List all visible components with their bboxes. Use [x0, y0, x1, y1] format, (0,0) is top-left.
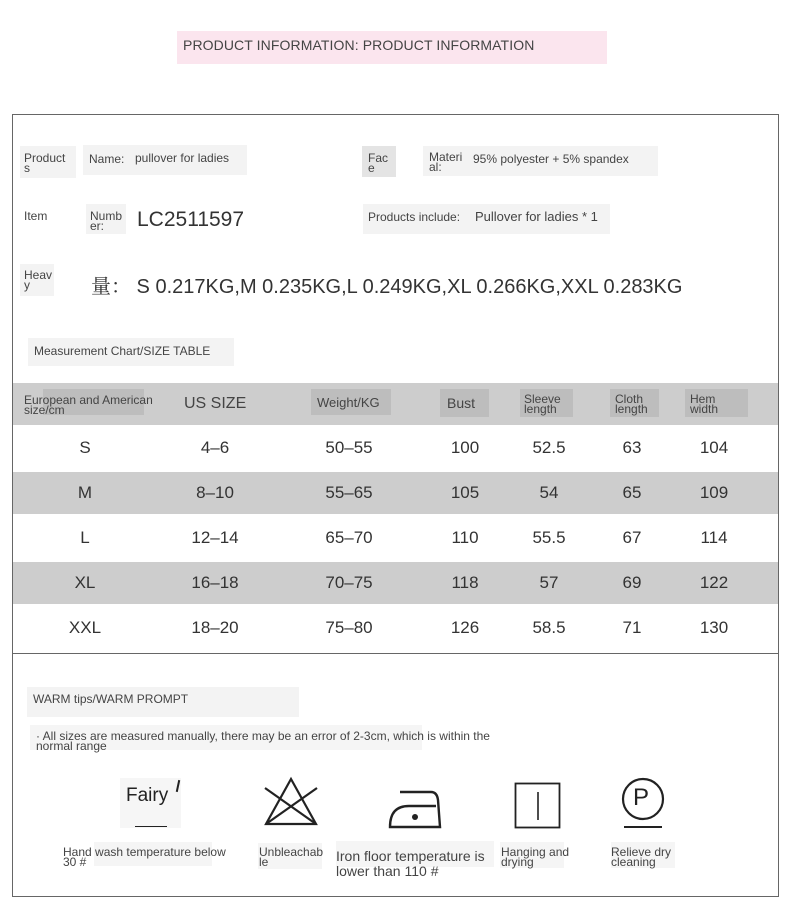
hand-wash-basin-line [135, 826, 167, 827]
dry-clean-letter: P [633, 784, 650, 811]
includes-label: Products include: [368, 210, 461, 224]
table-row [13, 425, 778, 470]
number-label-chip [86, 204, 126, 234]
includes-value: Pullover for ladies * 1 [475, 209, 598, 224]
iron-icon [387, 784, 443, 830]
header-sleeve: Sleeve length [524, 392, 561, 416]
weight-line: 量： S 0.217KG,M 0.235KG,L 0.249KG,XL 0.266KG,XXL 0.283KG [91, 276, 683, 298]
name-value: pullover for ladies [135, 151, 230, 165]
iron-caption: Iron floor temperature is lower than 110 # [336, 848, 485, 879]
cell-weight: 55–65 [325, 483, 373, 502]
number-value: LC2511597 [137, 208, 245, 231]
cell-us-size: 12–14 [191, 528, 239, 547]
header-eu-size: European and American size/cm [24, 393, 153, 417]
face-label-chip [362, 146, 396, 177]
item-label: Item [24, 209, 48, 223]
cell-sleeve: 52.5 [532, 437, 566, 457]
cell-us-size: 8–10 [196, 483, 234, 502]
cell-bust: 105 [450, 483, 480, 502]
no-bleach-icon [262, 776, 320, 828]
header-weight: Weight/KG [317, 395, 380, 410]
heavy-label: Heav y [24, 268, 53, 292]
cell-cloth: 71 [622, 618, 642, 637]
hand-wash-tick [176, 780, 180, 792]
page-title: PRODUCT INFORMATION: PRODUCT INFORMATION [183, 37, 535, 53]
header-us-size: US SIZE [184, 395, 247, 412]
cell-bust: 126 [450, 618, 480, 637]
cell-us-size: 16–18 [191, 573, 239, 592]
cell-sleeve: 55.5 [532, 528, 566, 547]
size-table-caption-chip [28, 338, 234, 366]
cell-hem: 114 [700, 528, 728, 547]
cell-eu-size: L [80, 528, 90, 547]
cell-bust: 100 [450, 437, 480, 457]
cell-hem: 130 [699, 618, 729, 637]
bleach-caption: Unbleachab le [259, 845, 324, 869]
section-divider [13, 653, 778, 654]
title-banner [177, 31, 607, 64]
cell-sleeve: 58.5 [532, 618, 566, 637]
number-label: Numb er: [90, 209, 123, 233]
cell-bust: 110 [451, 528, 479, 547]
hand-wash-word: Fairy [126, 785, 169, 806]
table-row [13, 562, 778, 604]
cell-eu-size: XL [74, 573, 96, 592]
cell-us-size: 18–20 [191, 618, 239, 637]
cell-hem: 104 [699, 437, 729, 457]
cell-weight: 65–70 [325, 528, 373, 547]
material-label: Materi al: [429, 150, 463, 174]
cell-eu-size: S [79, 437, 91, 457]
warm-tips-chip [27, 687, 299, 717]
cell-hem: 109 [699, 483, 729, 502]
face-label: Fac e [368, 151, 389, 175]
cell-sleeve: 57 [539, 573, 559, 592]
header-cloth: Cloth length [615, 392, 648, 416]
cell-weight: 50–55 [325, 437, 373, 457]
cell-cloth: 69 [622, 573, 642, 592]
hang-caption: Hanging and drying [501, 845, 570, 869]
header-bust: Bust [447, 395, 476, 411]
products-label: Product s [24, 151, 66, 175]
size-table-header [13, 383, 778, 425]
cell-sleeve: 54 [539, 483, 559, 502]
header-hem: Hem width [690, 392, 719, 416]
cell-bust: 118 [451, 573, 479, 592]
cell-cloth: 65 [622, 483, 642, 502]
cell-weight: 75–80 [325, 618, 373, 637]
table-row [13, 472, 778, 514]
name-chip [83, 145, 247, 175]
cell-eu-size: XXL [68, 618, 102, 637]
warm-note: · All sizes are measured manually, there may be an error of 2-3cm, which is within the normal range [36, 729, 490, 753]
cell-cloth: 67 [622, 528, 642, 547]
cell-hem: 122 [699, 573, 729, 592]
includes-chip [363, 204, 610, 234]
products-label-chip [20, 146, 76, 178]
table-row [13, 606, 778, 650]
cell-cloth: 63 [622, 437, 642, 457]
size-table-caption: Measurement Chart/SIZE TABLE [34, 344, 211, 358]
heavy-label-chip [20, 264, 54, 296]
cell-us-size: 4–6 [200, 437, 230, 457]
dry-clean-icon [620, 777, 668, 829]
hang-dry-icon [514, 782, 562, 830]
warm-tips-title: WARM tips/WARM PROMPT [33, 692, 189, 706]
name-label: Name: [89, 152, 125, 166]
material-chip [423, 146, 658, 176]
dry-clean-caption: Relieve dry cleaning [611, 845, 672, 869]
hand-wash-caption: Hand wash temperature below 30 # [63, 845, 226, 869]
material-value: 95% polyester + 5% spandex [473, 152, 629, 166]
table-row [13, 516, 778, 560]
cell-eu-size: M [77, 483, 93, 502]
hand-wash-icon [120, 778, 181, 828]
cell-weight: 70–75 [325, 573, 373, 592]
